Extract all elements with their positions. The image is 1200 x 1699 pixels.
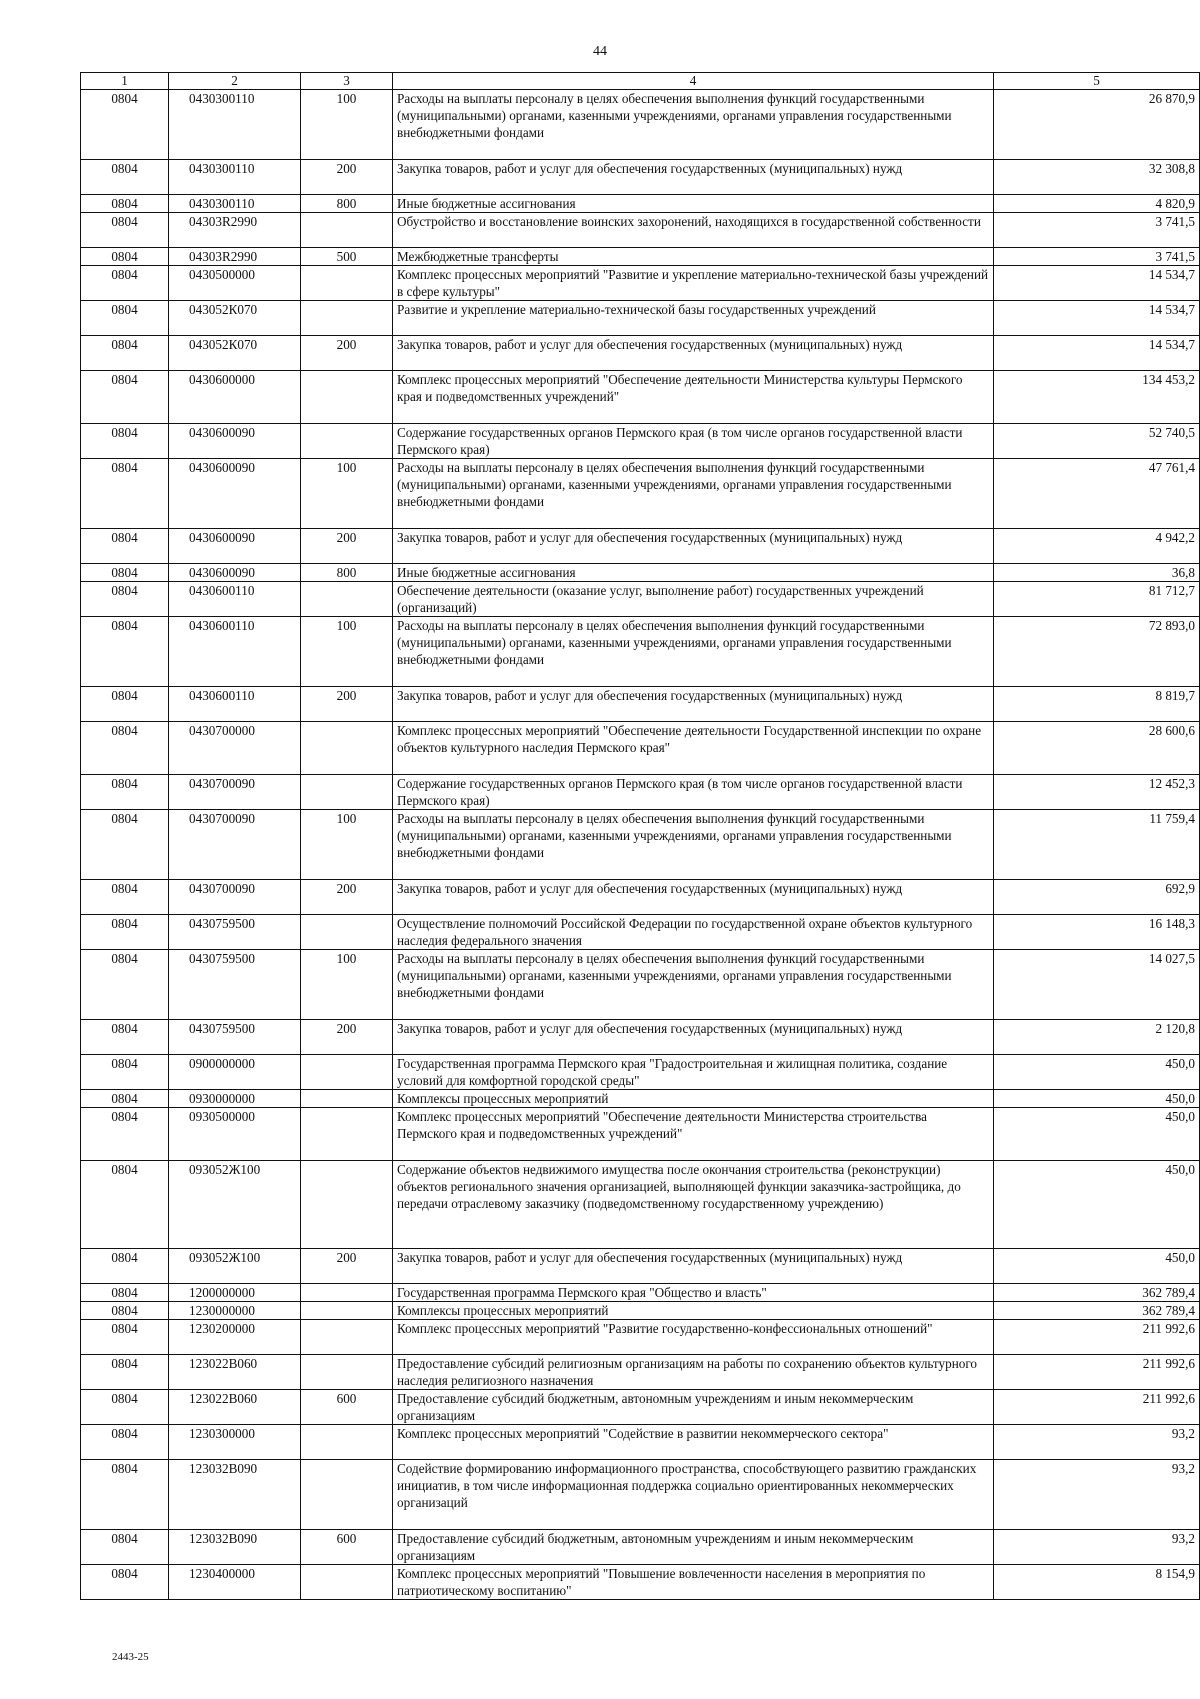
amount-cell: 450,0	[994, 1108, 1200, 1161]
section-code-cell: 0804	[81, 722, 169, 775]
description-cell: Закупка товаров, работ и услуг для обеспечения государственных (муниципальных) нужд	[393, 336, 994, 371]
expense-type-cell: 200	[301, 1249, 393, 1284]
expense-type-cell	[301, 1460, 393, 1530]
amount-cell: 450,0	[994, 1090, 1200, 1108]
section-code-cell: 0804	[81, 687, 169, 722]
section-code-cell: 0804	[81, 1302, 169, 1320]
target-item-cell: 0900000000	[169, 1055, 301, 1090]
expense-type-cell	[301, 424, 393, 459]
amount-cell: 36,8	[994, 564, 1200, 582]
section-code-cell: 0804	[81, 459, 169, 529]
expense-type-cell	[301, 1425, 393, 1460]
target-item-cell: 0430600090	[169, 459, 301, 529]
amount-cell: 8 819,7	[994, 687, 1200, 722]
budget-table	[80, 72, 1200, 1600]
section-code-cell: 0804	[81, 266, 169, 301]
table-row	[81, 564, 1200, 582]
amount-cell: 93,2	[994, 1460, 1200, 1530]
target-item-cell: 0430300110	[169, 90, 301, 160]
description-cell: Закупка товаров, работ и услуг для обеспечения государственных (муниципальных) нужд	[393, 1249, 994, 1284]
section-code-cell: 0804	[81, 1355, 169, 1390]
table-row	[81, 722, 1200, 775]
column-header-5: 5	[994, 73, 1200, 90]
table-row	[81, 1320, 1200, 1355]
expense-type-cell: 200	[301, 529, 393, 564]
expense-type-cell: 100	[301, 459, 393, 529]
expense-type-cell: 600	[301, 1530, 393, 1565]
description-cell: Иные бюджетные ассигнования	[393, 564, 994, 582]
table-row	[81, 915, 1200, 950]
expense-type-cell	[301, 915, 393, 950]
table-row	[81, 1090, 1200, 1108]
table-row	[81, 880, 1200, 915]
target-item-cell: 093052Ж100	[169, 1249, 301, 1284]
target-item-cell: 0930000000	[169, 1090, 301, 1108]
expense-type-cell	[301, 1108, 393, 1161]
section-code-cell: 0804	[81, 1565, 169, 1600]
target-item-cell: 0430500000	[169, 266, 301, 301]
expense-type-cell: 200	[301, 687, 393, 722]
description-cell: Предоставление субсидий бюджетным, автономным учреждениям и иным некоммерческим организациям	[393, 1530, 994, 1565]
table-row	[81, 1108, 1200, 1161]
section-code-cell: 0804	[81, 1108, 169, 1161]
table-body	[81, 90, 1200, 1600]
table-row	[81, 266, 1200, 301]
table-row	[81, 1020, 1200, 1055]
table-row	[81, 1302, 1200, 1320]
section-code-cell: 0804	[81, 775, 169, 810]
expense-type-cell: 200	[301, 336, 393, 371]
description-cell: Закупка товаров, работ и услуг для обеспечения государственных (муниципальных) нужд	[393, 160, 994, 195]
amount-cell: 4 820,9	[994, 195, 1200, 213]
document-code: 2443-25	[112, 1651, 149, 1663]
table-row	[81, 617, 1200, 687]
expense-type-cell	[301, 722, 393, 775]
amount-cell: 28 600,6	[994, 722, 1200, 775]
description-cell: Обустройство и восстановление воинских захоронений, находящихся в государственной собственности	[393, 213, 994, 248]
amount-cell: 211 992,6	[994, 1355, 1200, 1390]
description-cell: Комплекс процессных мероприятий "Обеспечение деятельности Министерства строительства Пермского края и подведомственных учреждений"	[393, 1108, 994, 1161]
table-row	[81, 950, 1200, 1020]
section-code-cell: 0804	[81, 1530, 169, 1565]
section-code-cell: 0804	[81, 1390, 169, 1425]
target-item-cell: 0430600090	[169, 564, 301, 582]
amount-cell: 11 759,4	[994, 810, 1200, 880]
table-row	[81, 529, 1200, 564]
expense-type-cell	[301, 213, 393, 248]
table-row	[81, 1161, 1200, 1249]
target-item-cell: 0430300110	[169, 160, 301, 195]
description-cell: Закупка товаров, работ и услуг для обеспечения государственных (муниципальных) нужд	[393, 529, 994, 564]
expense-type-cell: 600	[301, 1390, 393, 1425]
expense-type-cell	[301, 1320, 393, 1355]
table-row	[81, 1530, 1200, 1565]
description-cell: Осуществление полномочий Российской Федерации по государственной охране объектов культурного наследия федерального значения	[393, 915, 994, 950]
amount-cell: 450,0	[994, 1161, 1200, 1249]
target-item-cell: 0430700090	[169, 810, 301, 880]
expense-type-cell: 500	[301, 248, 393, 266]
amount-cell: 2 120,8	[994, 1020, 1200, 1055]
target-item-cell: 04303R2990	[169, 248, 301, 266]
target-item-cell: 0430700090	[169, 880, 301, 915]
column-header-2: 2	[169, 73, 301, 90]
amount-cell: 81 712,7	[994, 582, 1200, 617]
target-item-cell: 0430600090	[169, 424, 301, 459]
description-cell: Содействие формированию информационного пространства, способствующего развитию гражданских инициатив, в том числе информационная поддержка социально ориентированных некоммерческих организаций	[393, 1460, 994, 1530]
target-item-cell: 0430600110	[169, 582, 301, 617]
table-row	[81, 1425, 1200, 1460]
table-row	[81, 1284, 1200, 1302]
amount-cell: 450,0	[994, 1055, 1200, 1090]
table-row	[81, 1055, 1200, 1090]
section-code-cell: 0804	[81, 213, 169, 248]
description-cell: Расходы на выплаты персоналу в целях обеспечения выполнения функций государственными (муниципальными) органами, казенными учреждениями, органами управления государственными внебюджетными фондами	[393, 459, 994, 529]
section-code-cell: 0804	[81, 1090, 169, 1108]
table-row	[81, 336, 1200, 371]
column-header-3: 3	[301, 73, 393, 90]
amount-cell: 12 452,3	[994, 775, 1200, 810]
expense-type-cell	[301, 775, 393, 810]
expense-type-cell: 200	[301, 880, 393, 915]
description-cell: Государственная программа Пермского края "Градостроительная и жилищная политика, создание условий для комфортной городской среды"	[393, 1055, 994, 1090]
expense-type-cell: 100	[301, 810, 393, 880]
column-header-1: 1	[81, 73, 169, 90]
description-cell: Расходы на выплаты персоналу в целях обеспечения выполнения функций государственными (муниципальными) органами, казенными учреждениями, органами управления государственными внебюджетными фондами	[393, 810, 994, 880]
target-item-cell: 0430759500	[169, 915, 301, 950]
amount-cell: 26 870,9	[994, 90, 1200, 160]
description-cell: Расходы на выплаты персоналу в целях обеспечения выполнения функций государственными (муниципальными) органами, казенными учреждениями, органами управления государственными внебюджетными фондами	[393, 90, 994, 160]
section-code-cell: 0804	[81, 1460, 169, 1530]
amount-cell: 692,9	[994, 880, 1200, 915]
table-row	[81, 371, 1200, 424]
section-code-cell: 0804	[81, 371, 169, 424]
target-item-cell: 1200000000	[169, 1284, 301, 1302]
section-code-cell: 0804	[81, 950, 169, 1020]
header-row	[81, 73, 1200, 90]
expense-type-cell	[301, 1565, 393, 1600]
section-code-cell: 0804	[81, 195, 169, 213]
section-code-cell: 0804	[81, 1249, 169, 1284]
amount-cell: 93,2	[994, 1530, 1200, 1565]
section-code-cell: 0804	[81, 617, 169, 687]
description-cell: Иные бюджетные ассигнования	[393, 195, 994, 213]
expense-type-cell: 100	[301, 617, 393, 687]
expense-type-cell: 200	[301, 160, 393, 195]
target-item-cell: 1230000000	[169, 1302, 301, 1320]
description-cell: Межбюджетные трансферты	[393, 248, 994, 266]
amount-cell: 450,0	[994, 1249, 1200, 1284]
table-row	[81, 90, 1200, 160]
table-header	[81, 73, 1200, 90]
expense-type-cell: 100	[301, 90, 393, 160]
table-row	[81, 459, 1200, 529]
amount-cell: 8 154,9	[994, 1565, 1200, 1600]
amount-cell: 32 308,8	[994, 160, 1200, 195]
description-cell: Закупка товаров, работ и услуг для обеспечения государственных (муниципальных) нужд	[393, 1020, 994, 1055]
target-item-cell: 0430759500	[169, 1020, 301, 1055]
section-code-cell: 0804	[81, 336, 169, 371]
table-row	[81, 195, 1200, 213]
expense-type-cell	[301, 266, 393, 301]
target-item-cell: 0930500000	[169, 1108, 301, 1161]
description-cell: Обеспечение деятельности (оказание услуг, выполнение работ) государственных учреждений (организаций)	[393, 582, 994, 617]
description-cell: Комплекс процессных мероприятий "Развитие и укрепление материально-технической базы учреждений в сфере культуры"	[393, 266, 994, 301]
target-item-cell: 043052К070	[169, 336, 301, 371]
amount-cell: 3 741,5	[994, 248, 1200, 266]
expense-type-cell	[301, 582, 393, 617]
description-cell: Закупка товаров, работ и услуг для обеспечения государственных (муниципальных) нужд	[393, 687, 994, 722]
table-row	[81, 160, 1200, 195]
section-code-cell: 0804	[81, 529, 169, 564]
target-item-cell: 0430600110	[169, 617, 301, 687]
amount-cell: 4 942,2	[994, 529, 1200, 564]
expense-type-cell	[301, 301, 393, 336]
description-cell: Содержание государственных органов Пермского края (в том числе органов государственной власти Пермского края)	[393, 424, 994, 459]
section-code-cell: 0804	[81, 90, 169, 160]
expense-type-cell	[301, 1284, 393, 1302]
amount-cell: 14 534,7	[994, 301, 1200, 336]
amount-cell: 52 740,5	[994, 424, 1200, 459]
amount-cell: 14 534,7	[994, 266, 1200, 301]
table-row	[81, 301, 1200, 336]
target-item-cell: 1230200000	[169, 1320, 301, 1355]
table-row	[81, 582, 1200, 617]
expense-type-cell	[301, 1302, 393, 1320]
table-row	[81, 424, 1200, 459]
amount-cell: 211 992,6	[994, 1320, 1200, 1355]
table-row	[81, 1249, 1200, 1284]
amount-cell: 211 992,6	[994, 1390, 1200, 1425]
expense-type-cell: 800	[301, 195, 393, 213]
section-code-cell: 0804	[81, 582, 169, 617]
target-item-cell: 123022В060	[169, 1355, 301, 1390]
section-code-cell: 0804	[81, 1425, 169, 1460]
amount-cell: 14 534,7	[994, 336, 1200, 371]
table-row	[81, 213, 1200, 248]
section-code-cell: 0804	[81, 564, 169, 582]
target-item-cell: 123032В090	[169, 1530, 301, 1565]
section-code-cell: 0804	[81, 1320, 169, 1355]
expense-type-cell	[301, 1090, 393, 1108]
section-code-cell: 0804	[81, 880, 169, 915]
table-row	[81, 248, 1200, 266]
target-item-cell: 043052К070	[169, 301, 301, 336]
table-row	[81, 1355, 1200, 1390]
target-item-cell: 0430700090	[169, 775, 301, 810]
description-cell: Комплексы процессных мероприятий	[393, 1090, 994, 1108]
table-row	[81, 810, 1200, 880]
target-item-cell: 123032В090	[169, 1460, 301, 1530]
description-cell: Расходы на выплаты персоналу в целях обеспечения выполнения функций государственными (муниципальными) органами, казенными учреждениями, органами управления государственными внебюджетными фондами	[393, 617, 994, 687]
target-item-cell: 0430300110	[169, 195, 301, 213]
amount-cell: 134 453,2	[994, 371, 1200, 424]
section-code-cell: 0804	[81, 248, 169, 266]
target-item-cell: 0430600110	[169, 687, 301, 722]
description-cell: Комплекс процессных мероприятий "Обеспечение деятельности Министерства культуры Пермского края и подведомственных учреждений"	[393, 371, 994, 424]
description-cell: Комплексы процессных мероприятий	[393, 1302, 994, 1320]
amount-cell: 16 148,3	[994, 915, 1200, 950]
amount-cell: 93,2	[994, 1425, 1200, 1460]
section-code-cell: 0804	[81, 1020, 169, 1055]
amount-cell: 72 893,0	[994, 617, 1200, 687]
target-item-cell: 0430759500	[169, 950, 301, 1020]
target-item-cell: 1230400000	[169, 1565, 301, 1600]
description-cell: Комплекс процессных мероприятий "Развитие государственно-конфессиональных отношений"	[393, 1320, 994, 1355]
amount-cell: 14 027,5	[994, 950, 1200, 1020]
description-cell: Расходы на выплаты персоналу в целях обеспечения выполнения функций государственными (муниципальными) органами, казенными учреждениями, органами управления государственными внебюджетными фондами	[393, 950, 994, 1020]
amount-cell: 362 789,4	[994, 1284, 1200, 1302]
target-item-cell: 093052Ж100	[169, 1161, 301, 1249]
description-cell: Комплекс процессных мероприятий "Повышение вовлеченности населения в мероприятия по патриотическому воспитанию"	[393, 1565, 994, 1600]
section-code-cell: 0804	[81, 1284, 169, 1302]
description-cell: Содержание государственных органов Пермского края (в том числе органов государственной власти Пермского края)	[393, 775, 994, 810]
section-code-cell: 0804	[81, 810, 169, 880]
expense-type-cell	[301, 1055, 393, 1090]
expense-type-cell: 800	[301, 564, 393, 582]
amount-cell: 3 741,5	[994, 213, 1200, 248]
table-row	[81, 775, 1200, 810]
target-item-cell: 1230300000	[169, 1425, 301, 1460]
description-cell: Предоставление субсидий бюджетным, автономным учреждениям и иным некоммерческим организациям	[393, 1390, 994, 1425]
target-item-cell: 0430600000	[169, 371, 301, 424]
table-row	[81, 1565, 1200, 1600]
section-code-cell: 0804	[81, 915, 169, 950]
section-code-cell: 0804	[81, 1161, 169, 1249]
column-header-4: 4	[393, 73, 994, 90]
expense-type-cell: 100	[301, 950, 393, 1020]
amount-cell: 362 789,4	[994, 1302, 1200, 1320]
section-code-cell: 0804	[81, 1055, 169, 1090]
description-cell: Государственная программа Пермского края "Общество и власть"	[393, 1284, 994, 1302]
table-row	[81, 1390, 1200, 1425]
section-code-cell: 0804	[81, 301, 169, 336]
expense-type-cell: 200	[301, 1020, 393, 1055]
description-cell: Содержание объектов недвижимого имущества после окончания строительства (реконструкции) объектов регионального значения организацией, выполняющей функции заказчика-застройщика, до передачи отраслевому заказчику (подведомственному государственному учреждению)	[393, 1161, 994, 1249]
target-item-cell: 0430600090	[169, 529, 301, 564]
table-row	[81, 687, 1200, 722]
expense-type-cell	[301, 371, 393, 424]
description-cell: Комплекс процессных мероприятий "Содействие в развитии некоммерческого сектора"	[393, 1425, 994, 1460]
description-cell: Комплекс процессных мероприятий "Обеспечение деятельности Государственной инспекции по охране объектов культурного наследия Пермского края"	[393, 722, 994, 775]
table-row	[81, 1460, 1200, 1530]
expense-type-cell	[301, 1355, 393, 1390]
page-number: 44	[593, 44, 607, 59]
amount-cell: 47 761,4	[994, 459, 1200, 529]
description-cell: Развитие и укрепление материально-технической базы государственных учреждений	[393, 301, 994, 336]
description-cell: Закупка товаров, работ и услуг для обеспечения государственных (муниципальных) нужд	[393, 880, 994, 915]
section-code-cell: 0804	[81, 424, 169, 459]
target-item-cell: 123022В060	[169, 1390, 301, 1425]
target-item-cell: 04303R2990	[169, 213, 301, 248]
expense-type-cell	[301, 1161, 393, 1249]
section-code-cell: 0804	[81, 160, 169, 195]
description-cell: Предоставление субсидий религиозным организациям на работы по сохранению объектов культурного наследия религиозного назначения	[393, 1355, 994, 1390]
target-item-cell: 0430700000	[169, 722, 301, 775]
